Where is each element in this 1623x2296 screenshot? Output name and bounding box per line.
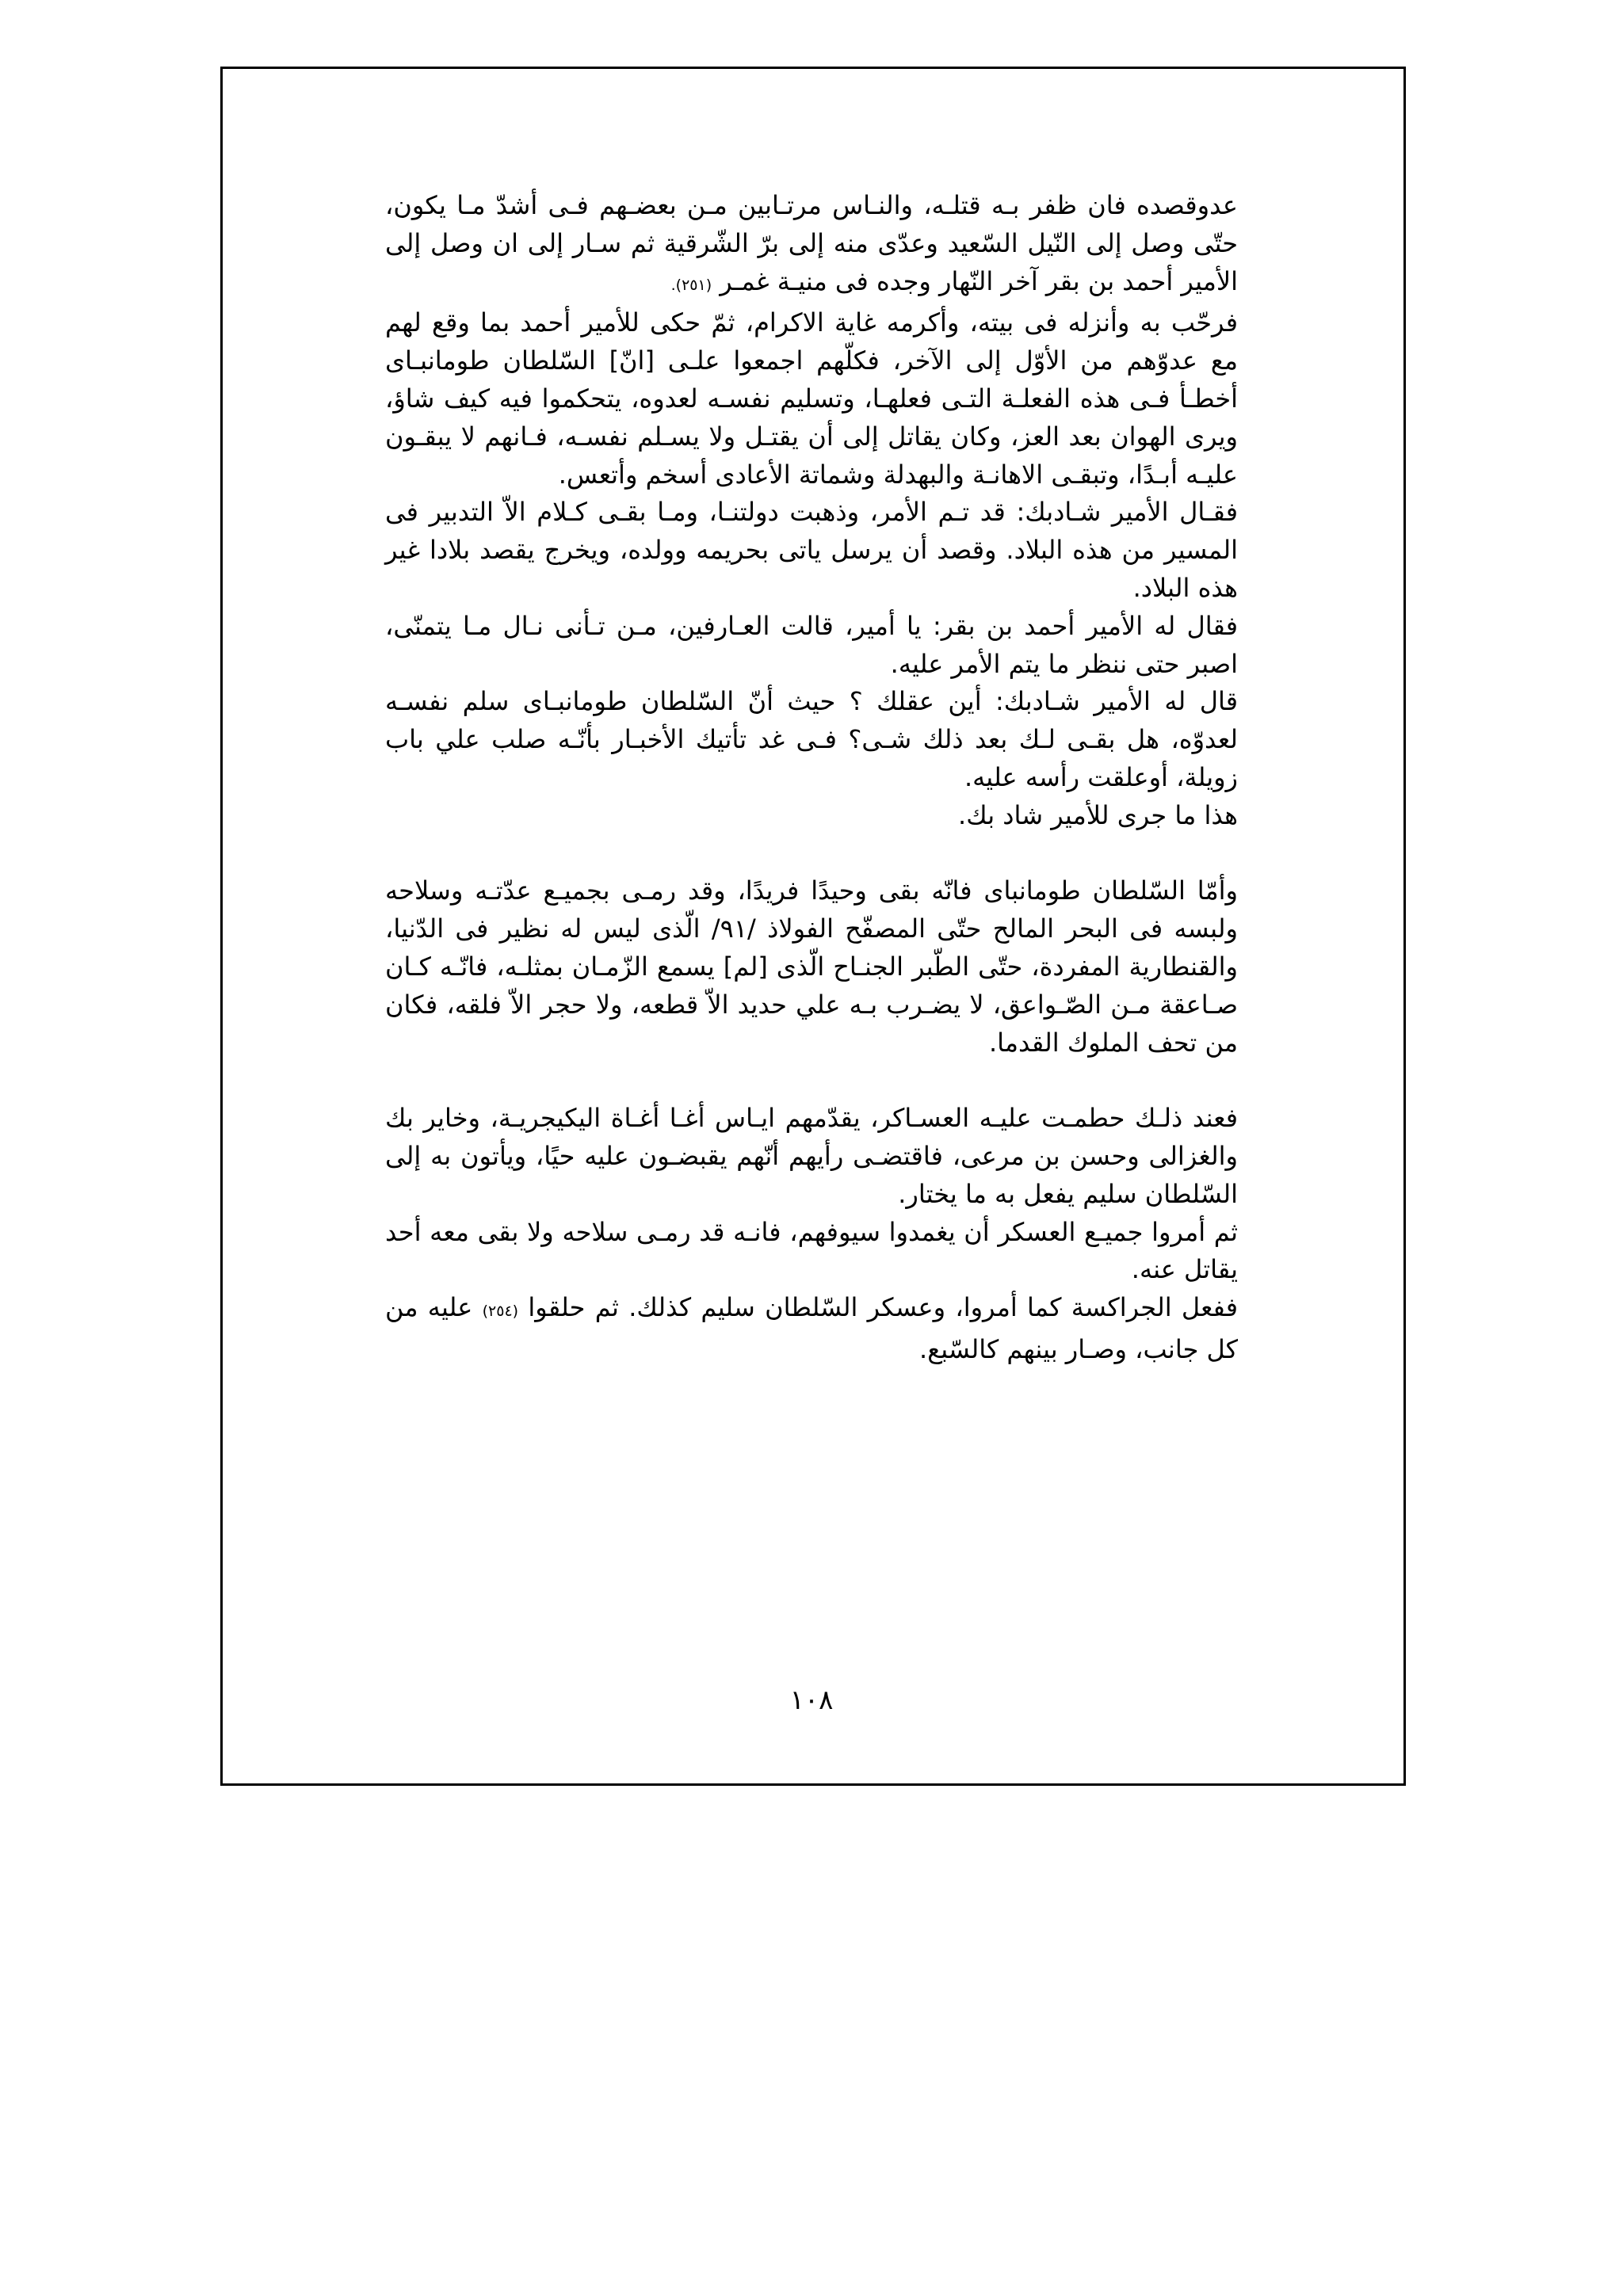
document-body — [385, 187, 1238, 1369]
paragraph-6: هذا ما جرى للأمير شاد بك. — [958, 799, 1238, 830]
paragraph-5: قال له الأمير شـادبك: أين عقلك ؟ حيث أنّ السّلطان طومانبـاى سلم نفسـه لعدوّه، هل بقـى لـك بعد ذلك شـى؟ فـى غد تأتيك الأخبـار بأنّـه صلب علي باب زويلة، أوعلقت رأسه عليه. — [385, 686, 1238, 792]
paragraph-8: فعند ذلـك حطمـت عليـه العسـاكر، يقدّمهم ايـاس أغـا أغـاة اليكيجريـة، وخاير بك والغزالى وحسن بن مرعى، فاقتضـى رأيهم أنّهم يقبضـون عليه حيًا، ويأتون به إلى السّلطان سليم يفعل به ما يختار. — [385, 1103, 1238, 1209]
paragraph-9: ثم أمروا جميـع العسكر أن يغمدوا سيوفهم، فانـه قد رمـى سلاحه ولا بقى معه أحد يقاتل عنه. — [385, 1216, 1238, 1285]
paragraph-spacer — [385, 1062, 1238, 1100]
footnote-ref-254: (٢٥٤) — [482, 1302, 519, 1321]
paragraph-7: وأمّا السّلطان طومانباى فانّه بقى وحيدًا فريدًا، وقد رمـى بجميـع عدّتـه وسلاحه ولبسه فى البحر المالح حتّى المصفّح الفولاذ /٩١/ الّذى ليس له نظير فى الدّنيا، والقنطارية المفردة، حتّى الطّبر الجنـاح الّذى [لم] يسمع الزّمـان بمثلـه، فانّـه كـان صـاعقة مـن الصّـواعق، لا يضـرب بـه علي حديد الاّ قطعه، ولا حجر الاّ فلقه، فكان من تحف الملوك القدما. — [385, 875, 1239, 1058]
paragraph-4: فقال له الأمير أحمد بن بقر: يا أمير، قالت العـارفين، مـن تـأنى نـال مـا يتمنّى، اصبر حتى ننظر ما يتم الأمر عليه. — [385, 610, 1238, 679]
footnote-ref-251: (٢٥١). — [670, 276, 712, 294]
paragraph-1-text: عدوقصده فان ظفر بـه قتلـه، والنـاس مرتـابين مـن بعضـهم فـى أشدّ مـا يكون، حتّى وصل إلى النّيل السّعيد وعدّى منه إلى برّ الشّرقية ثم سـار إلى ان وصل إلى الأمير أحمد بن بقر آخر النّهار وجده فى منيـة غمـر — [385, 190, 1238, 296]
paragraph-10-text: ففعل الجراكسة كما أمروا، وعسكر السّلطان سليم كذلك. ثم حلقوا — [528, 1292, 1239, 1323]
paragraph-3: فقـال الأمير شـادبك: قد تـم الأمر، وذهبت دولتنـا، ومـا بقـى كـلام الاّ التدبير فى المسير من هذه البلاد. وقصد أن يرسل ياتى بحريمه وولده، ويخرج يقصد بلادا غير هذه البلاد. — [385, 497, 1238, 603]
paragraph-1 — [385, 187, 1238, 304]
paragraph-10 — [385, 1289, 1238, 1369]
page-number: ١٠٨ — [789, 1684, 834, 1716]
paragraph-spacer — [385, 835, 1238, 873]
paragraph-10-text-after: عليه من كل جانب، وصـار بينهم كالسّبع. — [385, 1292, 1238, 1364]
paragraph-2: فرحّب به وأنزله فى بيته، وأكرمه غاية الاكرام، ثمّ حكى للأمير أحمد بما وقع لهم مع عدوّهم من الأوّل إلى الآخر، فكلّهم اجمعوا علـى [انّ] السّلطان طومانبـاى أخطـأ فـى هذه الفعلـة التـى فعلهـا، وتسليم نفسـه لعدوه، يتحكموا فيه كيف شاؤ، ويرى الهوان بعد العز، وكان يقاتل إلى أن يقتـل ولا يسـلم نفسـه، فـانهم لا يبقـون عليـه أبـدًا، وتبقـى الاهانـة والبهدلة وشماتة الأعادى أسخم وأتعس. — [385, 307, 1238, 490]
